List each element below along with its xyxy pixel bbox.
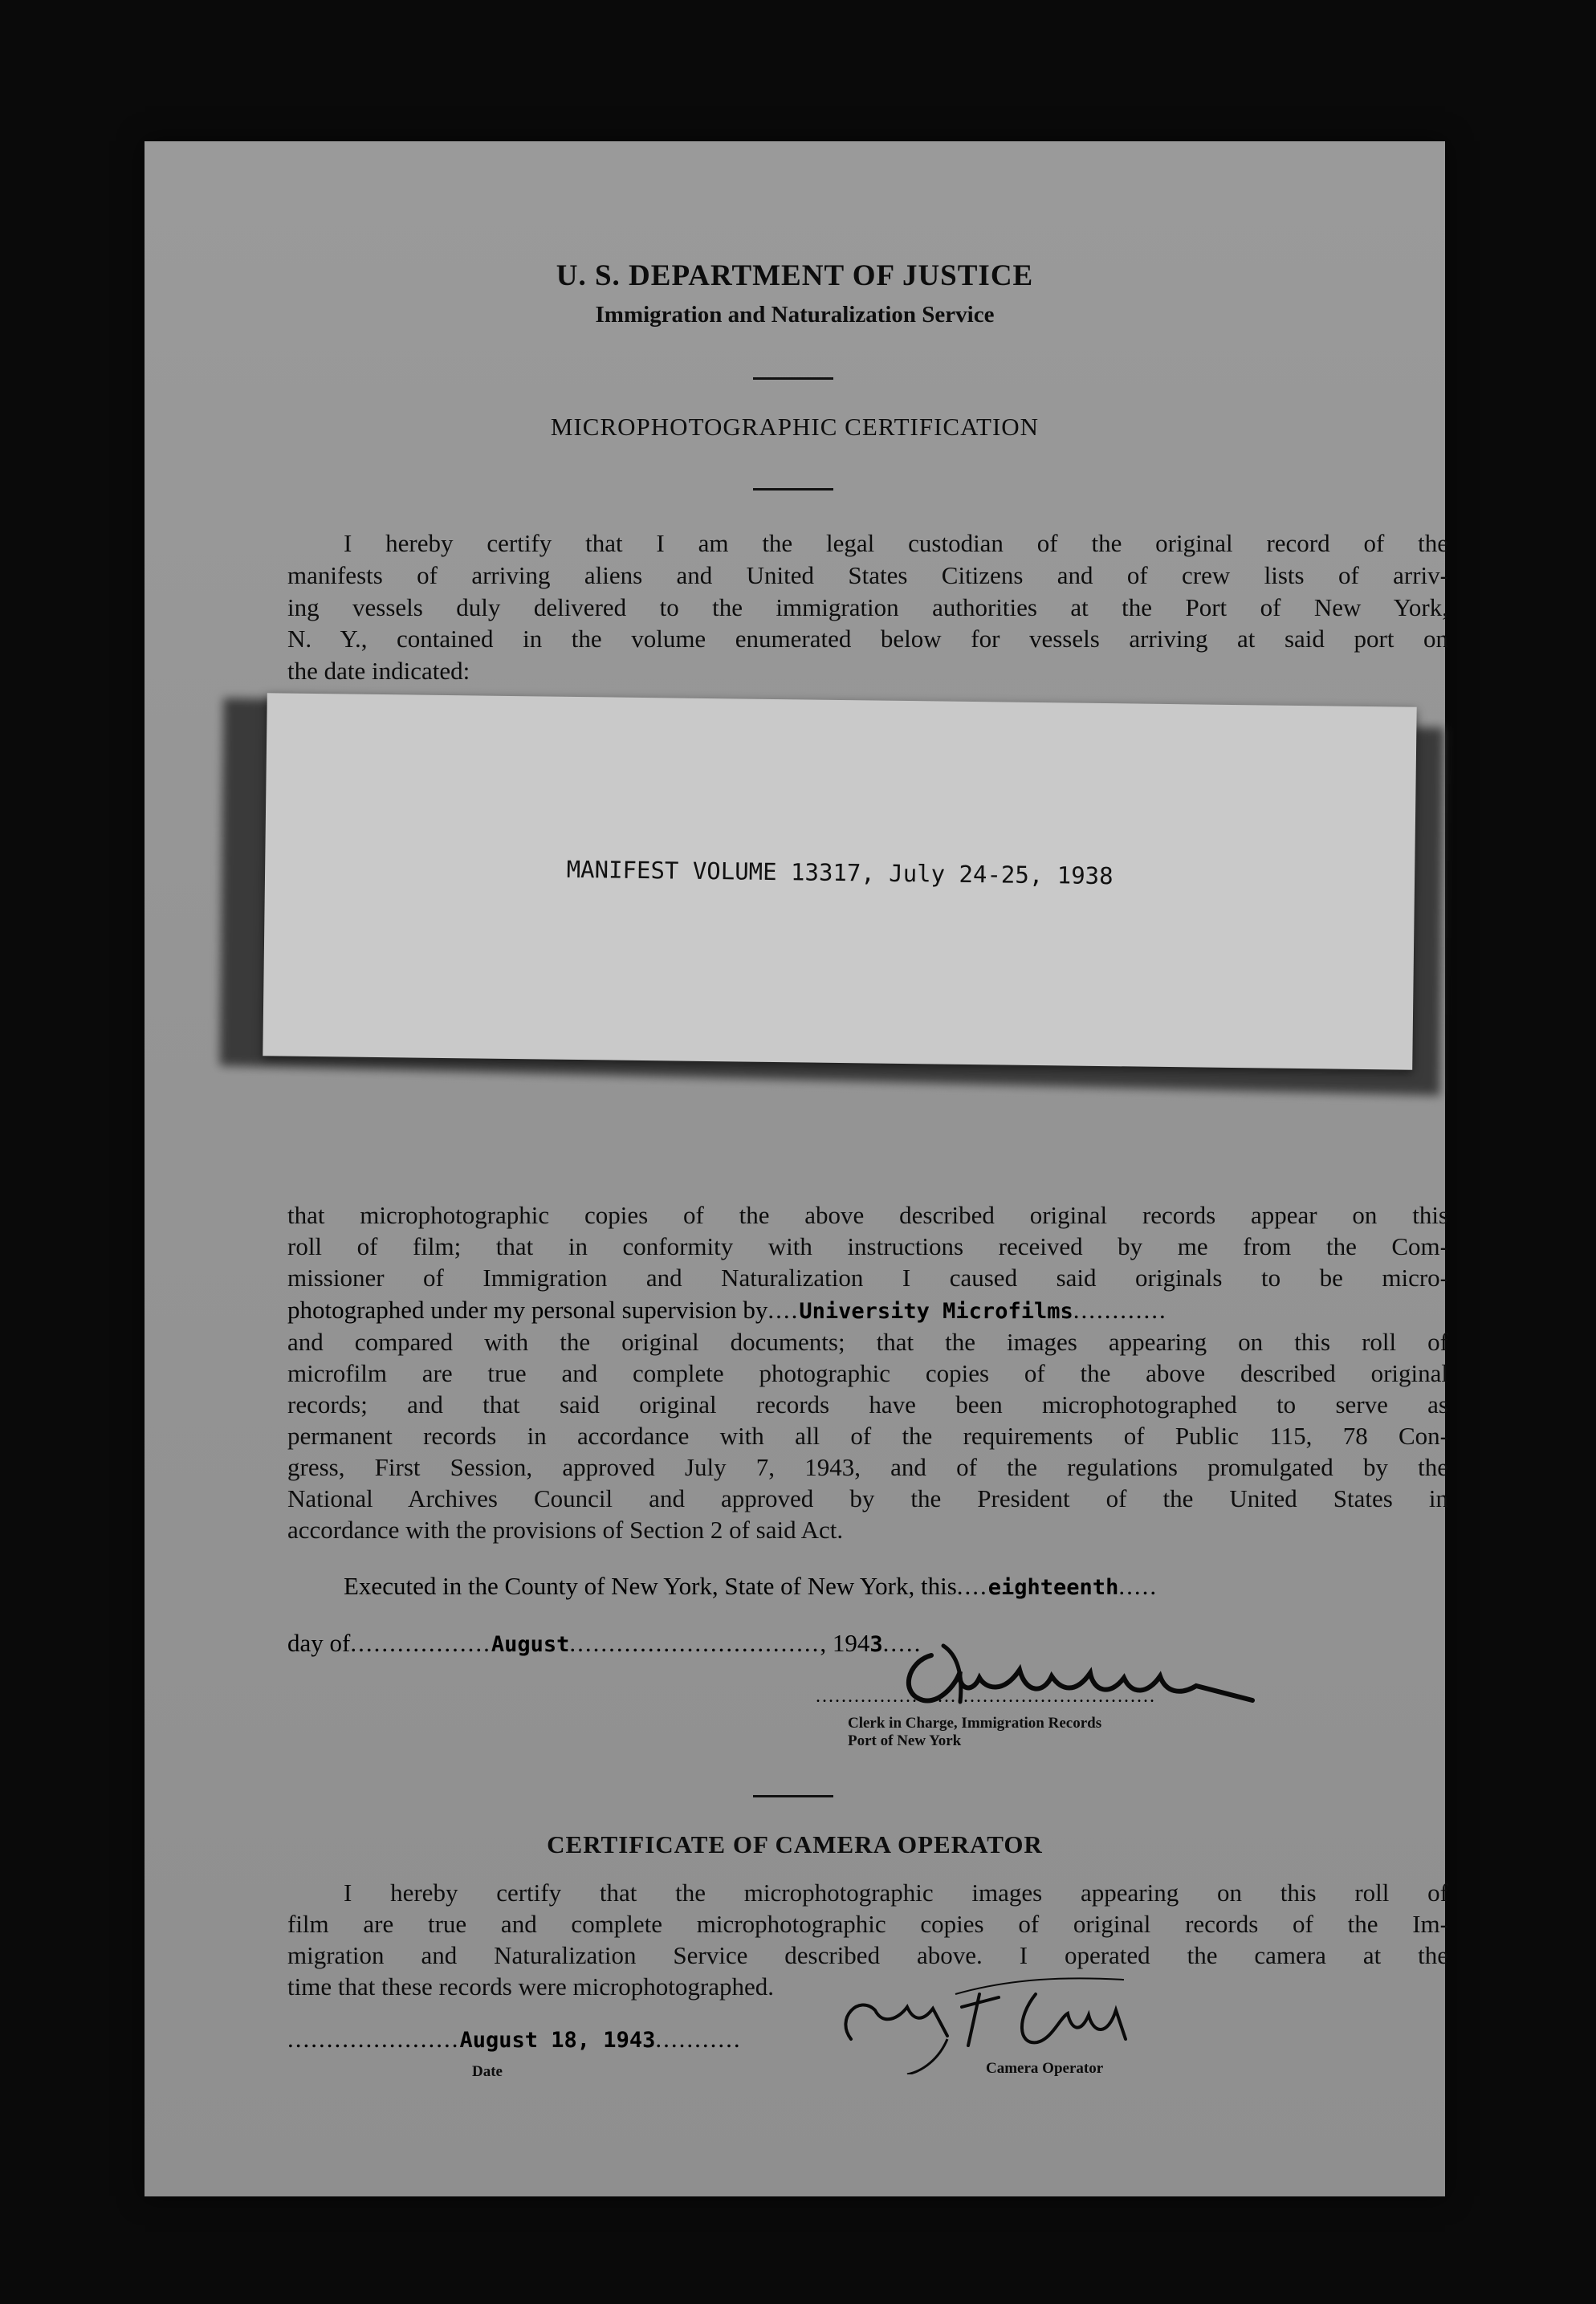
executed-line — [344, 1572, 1158, 1601]
supervisor-typed: University Microfilms — [799, 1299, 1073, 1324]
service-heading: Immigration and Naturalization Service — [595, 302, 995, 328]
certificate-page — [145, 141, 1448, 2196]
manifest-slip — [263, 693, 1416, 1069]
day-of-line — [287, 1629, 922, 1658]
intro-line-1: I hereby certify that I am the legal custodian of the original record of the — [344, 529, 1448, 557]
camera-line-4: time that these records were microphotographed. — [287, 1972, 774, 2001]
date-typed: August 18, 1943 — [459, 2028, 656, 2053]
body-line-3: missioner of Immigration and Naturalization I caused said originals to be micro- — [287, 1264, 1448, 1292]
intro-line-4: N. Y., contained in the volume enumerated below for vessels arriving at said port on — [287, 625, 1448, 653]
body-line-8: permanent records in accordance with all of the requirements of Public 115, 78 Con- — [287, 1422, 1448, 1450]
header-divider-2 — [753, 488, 833, 491]
dot-leader: ........... — [655, 2025, 742, 2053]
dot-leader: .... — [956, 1572, 988, 1600]
executed-prefix: Executed in the County of New York, State of New York, this — [344, 1572, 957, 1600]
supervision-prefix: photographed under my personal supervision by — [287, 1296, 768, 1324]
intro-line-5: the date indicated: — [287, 657, 470, 685]
intro-line-3: ing vessels duly delivered to the immigration authorities at the Port of New York, — [287, 593, 1448, 621]
certification-title: MICROPHOTOGRAPHIC CERTIFICATION — [550, 413, 1040, 441]
month-typed: August — [491, 1632, 570, 1657]
clerk-title-line-1: Clerk in Charge, Immigration Records — [848, 1715, 1102, 1732]
dot-leader: ................................ — [569, 1629, 820, 1657]
day-typed: eighteenth — [987, 1575, 1119, 1600]
body-line-2: roll of film; that in conformity with instructions received by me from the Com- — [287, 1232, 1448, 1260]
dot-leader: ..... — [1118, 1572, 1158, 1600]
body-line-1: that microphotographic copies of the above described original records appear on this — [287, 1201, 1448, 1229]
intro-line-2: manifests of arriving aliens and United States Citizens and of crew lists of arriv- — [287, 561, 1448, 589]
header-divider-1 — [753, 377, 833, 380]
year-digit-typed: 3 — [869, 1632, 883, 1657]
body-line-11: accordance with the provisions of Section 2 of said Act. — [287, 1516, 844, 1544]
camera-line-2: film are true and complete microphotographic copies of original records of the Im- — [287, 1910, 1448, 1938]
date-label: Date — [472, 2063, 503, 2080]
body-line-10: National Archives Council and approved by the President of the United States in — [287, 1484, 1448, 1512]
day-of-label: day of — [287, 1629, 351, 1657]
dot-leader: .... — [767, 1296, 800, 1324]
dot-leader: ..... — [882, 1629, 922, 1657]
camera-line-3: migration and Naturalization Service described above. I operated the camera at the — [287, 1941, 1448, 1969]
body-line-6: microfilm are true and complete photographic copies of the above described original — [287, 1359, 1448, 1387]
dot-leader: ...................... — [287, 2025, 460, 2053]
year-prefix: , 194 — [820, 1629, 870, 1657]
dot-leader: ............ — [1073, 1296, 1167, 1324]
manifest-volume-text: MANIFEST VOLUME 13317, July 24-25, 1938 — [566, 855, 1114, 890]
supervision-line — [287, 1296, 1167, 1325]
section-divider — [753, 1795, 833, 1797]
camera-certificate-title: CERTIFICATE OF CAMERA OPERATOR — [547, 1830, 1043, 1858]
body-line-9: gress, First Session, approved July 7, 1943, and of the regulations promulgated by the — [287, 1453, 1448, 1481]
clerk-signature-leader: ..................................................... — [816, 1686, 1156, 1707]
department-heading: U. S. DEPARTMENT OF JUSTICE — [556, 259, 1034, 292]
body-line-7: records; and that said original records have been microphotographed to serve as — [287, 1390, 1448, 1419]
camera-line-1: I hereby certify that the microphotographic images appearing on this roll of — [344, 1879, 1448, 1907]
body-line-5: and compared with the original documents; that the images appearing on this roll of — [287, 1328, 1448, 1356]
clerk-signature — [883, 1638, 1268, 1710]
date-line — [287, 2025, 742, 2054]
camera-operator-label: Camera Operator — [986, 2060, 1104, 2077]
clerk-title-line-2: Port of New York — [848, 1732, 962, 1749]
camera-operator-signature — [827, 1962, 1132, 2074]
dot-leader: .................. — [350, 1629, 491, 1657]
